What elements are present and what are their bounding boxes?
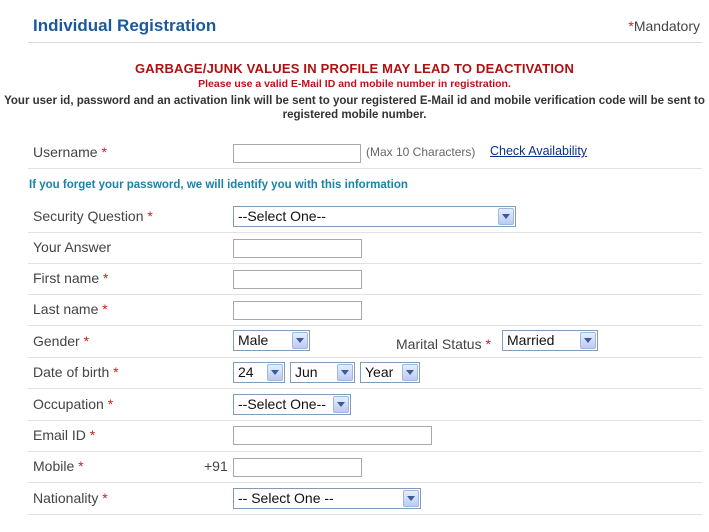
username-hint: (Max 10 Characters) xyxy=(366,145,476,159)
nationality-select[interactable] xyxy=(233,488,421,509)
occupation-row xyxy=(28,390,702,421)
nationality-row xyxy=(28,484,702,515)
gender-value: Male xyxy=(238,332,269,348)
page-header xyxy=(28,14,702,43)
first-name-label: First name * xyxy=(33,270,109,286)
date-of-birth-label: Date of birth * xyxy=(33,364,119,380)
chevron-down-icon xyxy=(292,332,308,349)
mandatory-star: * xyxy=(628,18,634,34)
mobile-input[interactable] xyxy=(233,458,362,477)
nationality-value: -- Select One -- xyxy=(238,490,334,506)
first-name-input[interactable] xyxy=(233,270,362,289)
mandatory-note xyxy=(628,18,700,34)
first-name-row xyxy=(28,264,702,295)
security-question-row xyxy=(28,202,702,233)
username-row xyxy=(28,138,702,169)
your-answer-row xyxy=(28,233,702,264)
password-recovery-note: If you forget your password, we will identify you with this information xyxy=(29,179,408,191)
birth-year-value: Year xyxy=(365,364,394,380)
birth-day-select[interactable] xyxy=(233,362,285,383)
birth-year-select[interactable] xyxy=(360,362,420,383)
security-question-label: Security Question * xyxy=(33,208,153,224)
country-code: +91 xyxy=(204,458,228,474)
birth-day-value: 24 xyxy=(238,364,254,380)
birth-month-value: Jun xyxy=(295,364,318,380)
mobile-label: Mobile * xyxy=(33,458,84,474)
marital-status-select[interactable] xyxy=(502,330,598,351)
username-input[interactable] xyxy=(233,144,361,163)
your-answer-input[interactable] xyxy=(233,239,362,258)
birth-month-select[interactable] xyxy=(290,362,355,383)
mandatory-label: Mandatory xyxy=(633,18,700,34)
check-availability-link[interactable]: Check Availability xyxy=(490,144,588,158)
gender-row xyxy=(28,327,702,358)
username-label: Username * xyxy=(33,144,107,160)
last-name-row xyxy=(28,295,702,326)
security-question-value: --Select One-- xyxy=(238,208,326,224)
chevron-down-icon xyxy=(498,208,514,225)
chevron-down-icon xyxy=(403,490,419,507)
marital-status-value: Married xyxy=(507,332,555,348)
gender-select[interactable] xyxy=(233,330,310,351)
chevron-down-icon xyxy=(267,364,283,381)
email-input[interactable] xyxy=(233,426,432,445)
email-row xyxy=(28,421,702,452)
chevron-down-icon xyxy=(333,396,349,413)
mobile-row xyxy=(28,452,702,483)
nationality-label: Nationality * xyxy=(33,490,108,506)
deactivation-warning: GARBAGE/JUNK VALUES IN PROFILE MAY LEAD TO DEACTIVATION xyxy=(134,61,575,76)
activation-info xyxy=(0,94,709,122)
occupation-label: Occupation * xyxy=(33,396,114,412)
chevron-down-icon xyxy=(337,364,353,381)
activation-info-text: Your user id, password and an activation link will be sent to your registered E-Mail id and mobile verification code will be sent to registered mobile number. xyxy=(4,95,705,121)
email-label: Email ID * xyxy=(33,427,96,443)
security-question-select[interactable] xyxy=(233,206,516,227)
marital-status-label: Marital Status * xyxy=(396,336,491,352)
occupation-value: --Select One-- xyxy=(238,396,326,412)
valid-email-warning: Please use a valid E-Mail ID and mobile number in registration. xyxy=(198,78,511,90)
occupation-select[interactable] xyxy=(233,394,351,415)
chevron-down-icon xyxy=(580,332,596,349)
last-name-input[interactable] xyxy=(233,301,362,320)
page-title: Individual Registration xyxy=(33,16,217,35)
gender-label: Gender * xyxy=(33,333,90,349)
last-name-label: Last name * xyxy=(33,301,108,317)
your-answer-label: Your Answer xyxy=(33,239,112,255)
chevron-down-icon xyxy=(402,364,418,381)
date-of-birth-row xyxy=(28,358,702,389)
